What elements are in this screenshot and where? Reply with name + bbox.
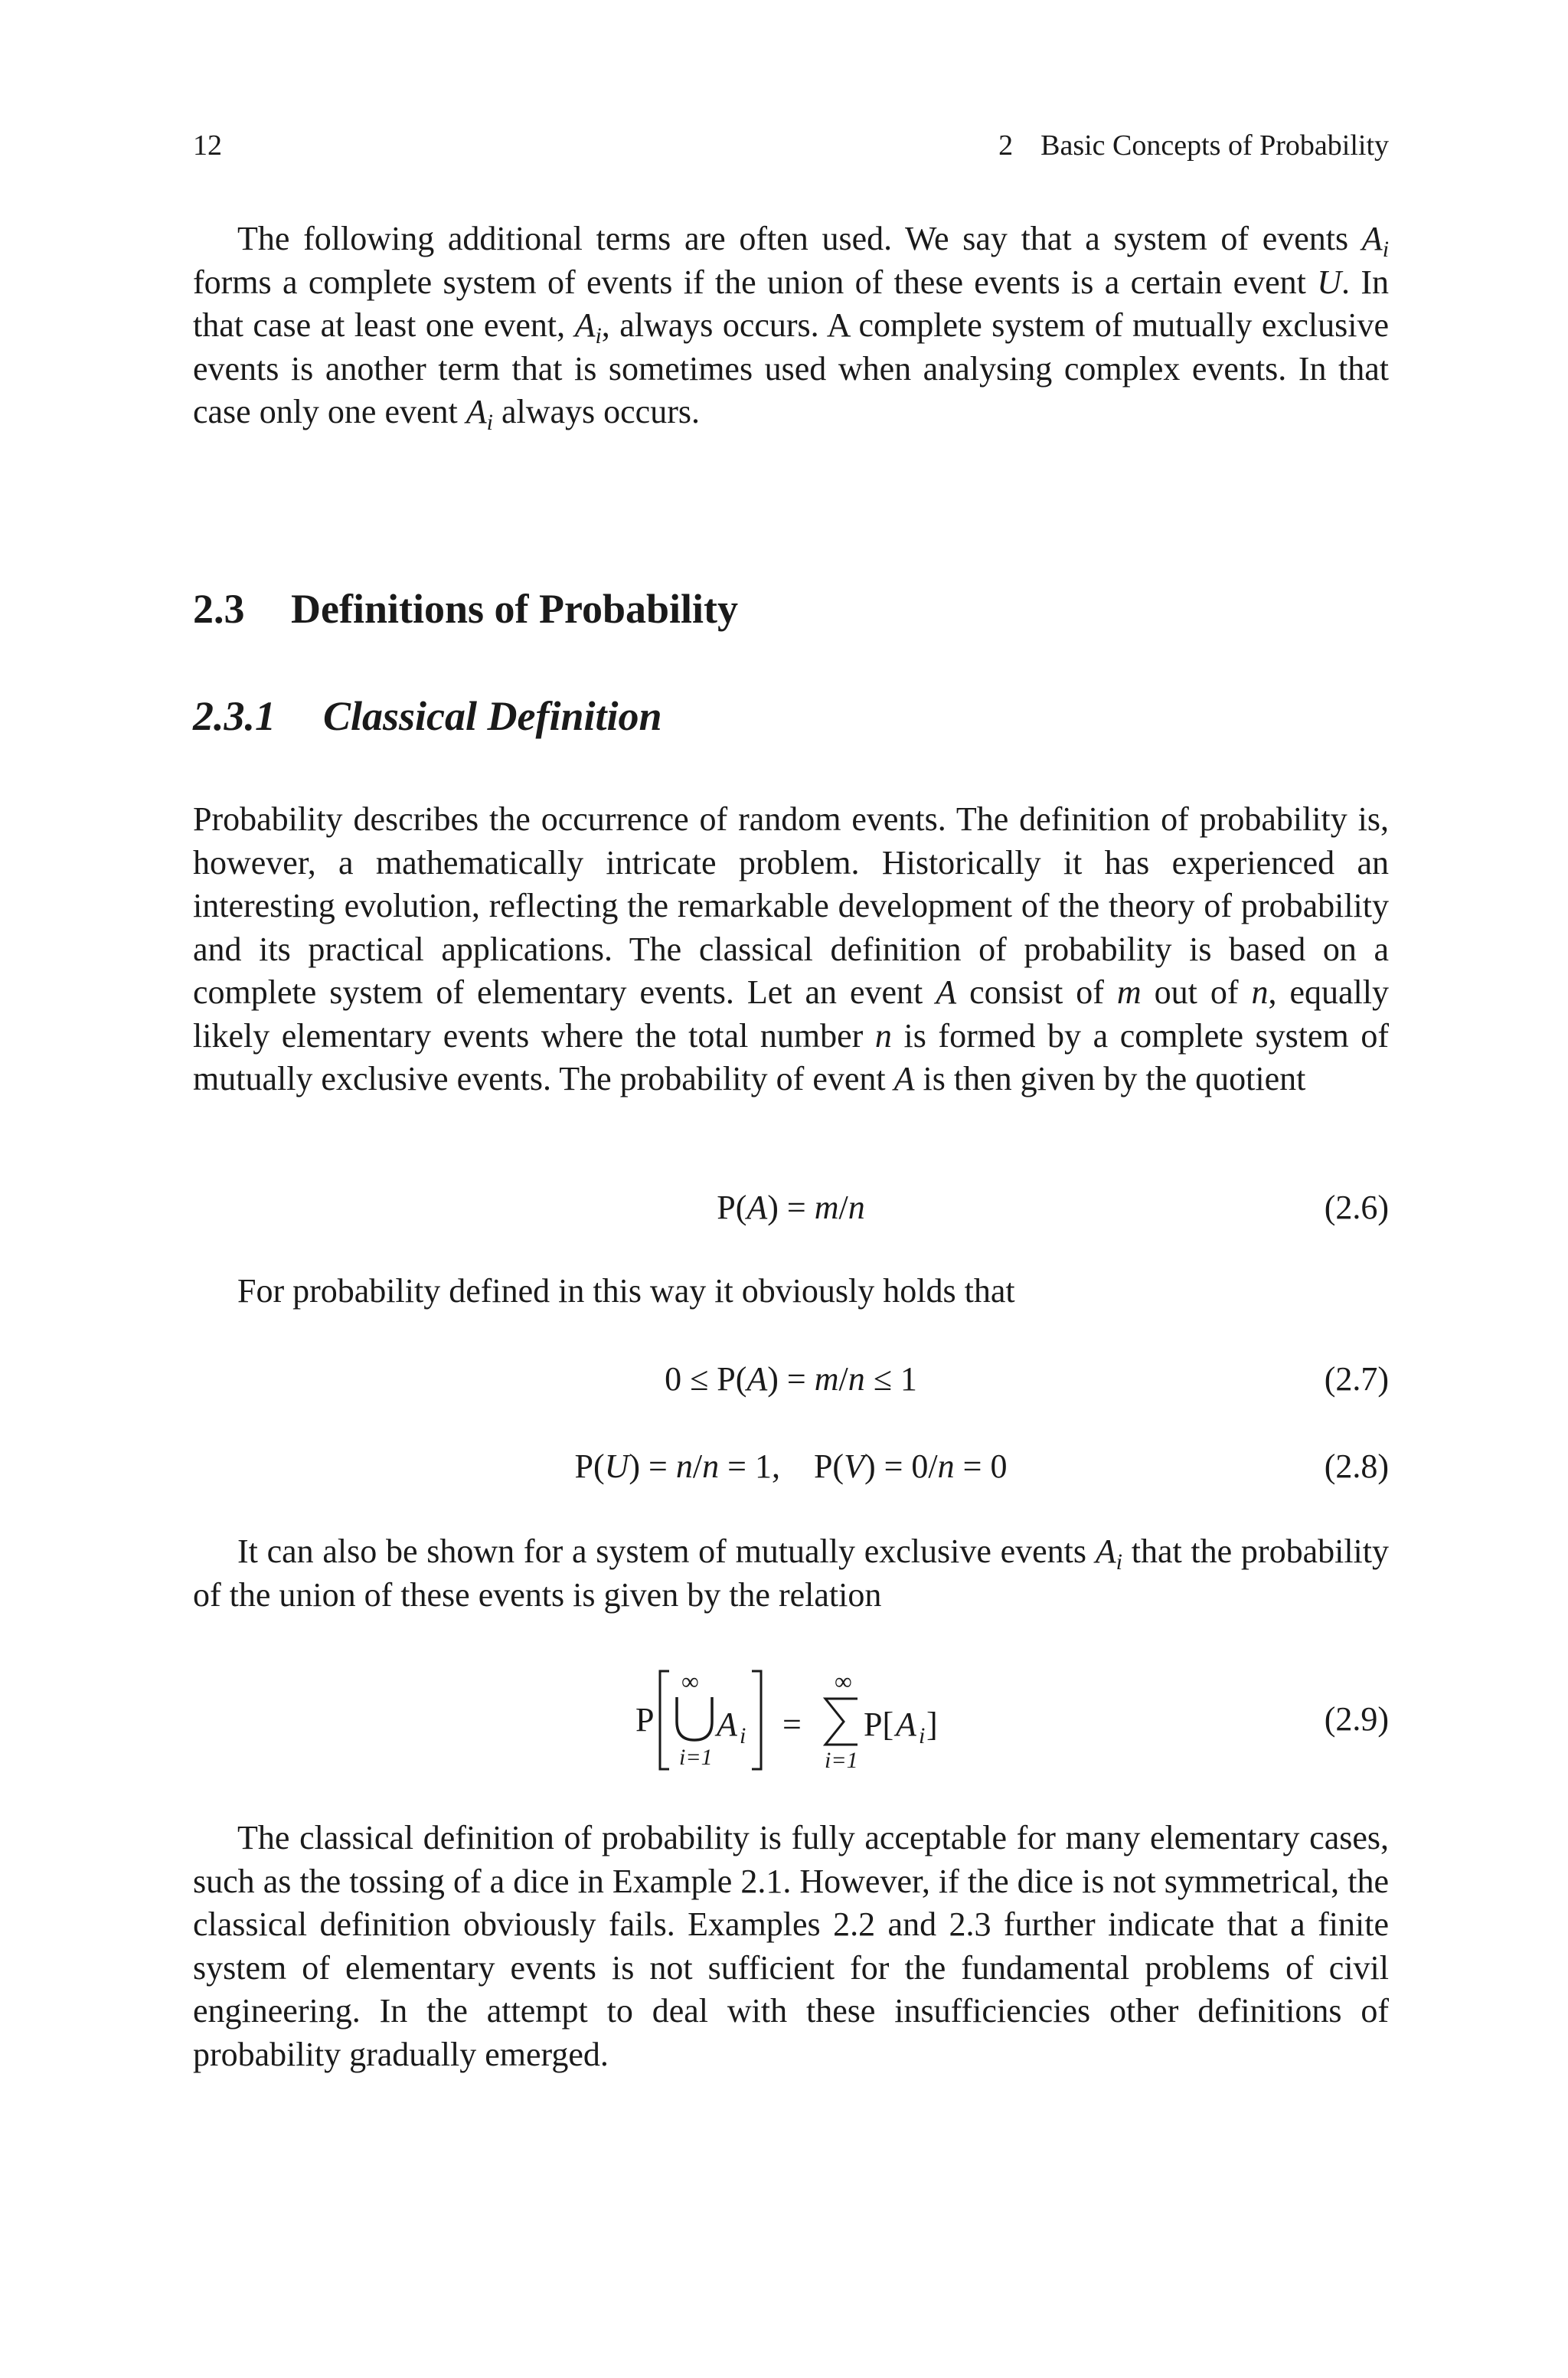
- text-run: consist of: [956, 973, 1117, 1011]
- text-run: It can also be shown for a system of mutually exclusive events: [237, 1532, 1096, 1570]
- sum-symbol: [825, 1699, 858, 1745]
- var-n: n: [1251, 973, 1269, 1011]
- section-title: Definitions of Probability: [291, 586, 739, 632]
- var-A: A: [893, 1060, 915, 1097]
- section-number: 2.3: [193, 586, 245, 632]
- equation-2-9: [193, 1654, 1389, 1784]
- var-A: A: [717, 1706, 737, 1743]
- subsection-number: 2.3.1: [193, 693, 276, 739]
- text-run: is then given by the quotient: [914, 1060, 1306, 1097]
- upper-limit: ∞: [835, 1667, 852, 1695]
- equation-body: P(A) = m/n: [717, 1189, 865, 1226]
- page-number: 12: [193, 129, 222, 162]
- equation-2-7: [193, 1353, 1389, 1406]
- equation-number: (2.7): [1324, 1360, 1389, 1398]
- var-i: i: [919, 1723, 926, 1748]
- equation-2-8: [193, 1440, 1389, 1493]
- var-A: A: [936, 973, 957, 1011]
- var-A-i: $A_i$: [1095, 1532, 1122, 1575]
- lower-limit: i=1: [825, 1748, 858, 1773]
- text-run: Probability describes the occurrence of random events. The definition of probability is, however, a mathematically intricate problem. Historically it has experienced an interesting evolution, reflecting the remarkable development of the theory of probability and its practical applications. The classical definition of probability is based on a complete system of elementary events. Let an event: [193, 800, 1389, 1011]
- var-i: i: [740, 1723, 746, 1748]
- paragraph-complete-system: [193, 218, 1389, 434]
- prob-P: P: [635, 1701, 655, 1739]
- text-run: , always occurs. A complete system of mutually exclusive events is another term that is sometimes used when analysing complex events. In that case only one event: [193, 306, 1389, 430]
- running-head: [193, 123, 1389, 168]
- right-bracket: [752, 1671, 761, 1769]
- equation-2-6: [193, 1181, 1389, 1235]
- var-A-i: $A_i$: [1361, 220, 1389, 262]
- text-run: The following additional terms are often used. We say that a system of events: [237, 220, 1362, 257]
- paragraph-limitations: The classical definition of probability is fully acceptable for many elementary cases, such as the tossing of a dice in Example 2.1. However, if the dice is not symmetrical, the classical definition obviously fails. Examples 2.2 and 2.3 further indicate that a finite system of elementary events is not sufficient for the fundamental problems of civil engineering. In the attempt to deal with these insufficiencies other definitions of probability gradually emerged.: [193, 1819, 1389, 2073]
- var-A-i: $A_i$: [574, 306, 602, 348]
- chapter-number: 2: [998, 129, 1014, 162]
- subsection-title: Classical Definition: [323, 693, 662, 739]
- section-heading: [193, 582, 738, 636]
- text-run: always occurs.: [492, 393, 700, 430]
- text-run: forms a complete system of events if the union of these events is a certain event: [193, 263, 1318, 301]
- subsection-heading: [193, 689, 662, 743]
- union-symbol: [677, 1697, 712, 1740]
- var-m: m: [1116, 973, 1142, 1011]
- upper-limit: ∞: [681, 1667, 699, 1695]
- left-bracket: [660, 1671, 669, 1769]
- var-U: U: [1317, 263, 1342, 301]
- equation-body: 0 ≤ P(A) = m/n ≤ 1: [665, 1360, 917, 1398]
- text-run: out of: [1141, 973, 1252, 1011]
- equals-sign: =: [782, 1706, 802, 1743]
- var-A-i: $A_i$: [466, 393, 493, 435]
- paragraph-union-relation: [193, 1530, 1389, 1617]
- text-run: that the probability of the union of these events is given by the relation: [193, 1532, 1390, 1614]
- equation-number: (2.6): [1324, 1189, 1389, 1226]
- equation-body: P(U) = n/n = 1, P(V) = 0/n = 0: [574, 1447, 1008, 1485]
- paragraph-classical-definition: [193, 798, 1389, 1101]
- equation-body: [193, 1654, 1389, 1784]
- var-A: A: [896, 1706, 916, 1743]
- closing-bracket: ]: [926, 1706, 938, 1743]
- paragraph-obviously-holds: For probability defined in this way it obviously holds that: [237, 1272, 1015, 1310]
- text-run: , equally likely elementary events where the total number: [193, 973, 1389, 1055]
- chapter-title: Basic Concepts of Probability: [1040, 129, 1389, 162]
- lower-limit: i=1: [679, 1745, 713, 1770]
- prob-P: P[: [864, 1706, 894, 1743]
- var-n: n: [874, 1016, 892, 1055]
- text-run: is formed by a complete system of mutually exclusive events. The probability of event: [193, 1016, 1390, 1097]
- equation-number: (2.9): [1324, 1700, 1389, 1738]
- equation-number: (2.8): [1324, 1447, 1389, 1485]
- chapter-running-title: [998, 123, 1389, 168]
- text-run: . In that case at least one event,: [193, 263, 1390, 344]
